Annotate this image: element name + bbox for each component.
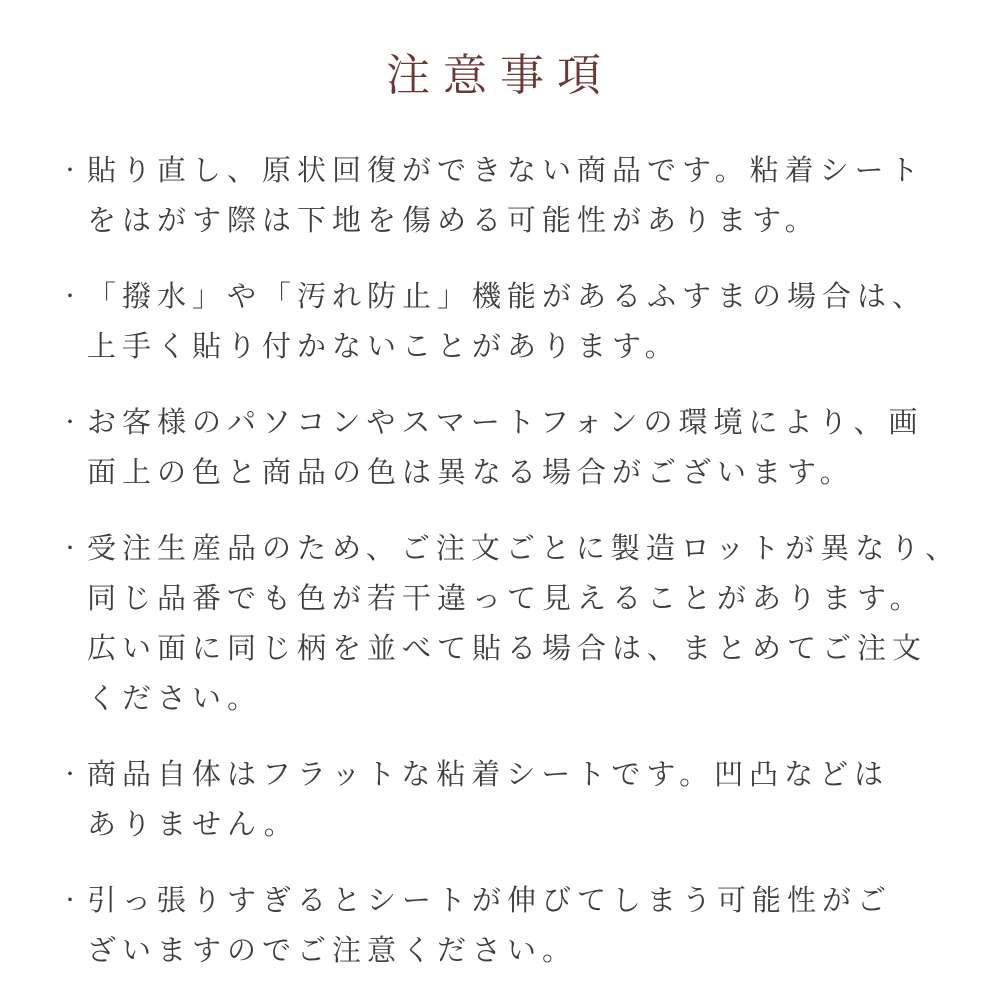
note-line: 貼り直し、原状回復ができない商品です。粘着シート bbox=[87, 155, 925, 187]
note-line: お客様のパソコンやスマートフォンの環境により、画 bbox=[87, 407, 924, 439]
note-line: ありません。 bbox=[87, 809, 299, 841]
bullet-marker: ・ bbox=[60, 160, 80, 182]
note-line: 上手く貼り付かないことがあります。 bbox=[87, 331, 680, 363]
bullet-marker: ・ bbox=[60, 538, 80, 560]
note-text bbox=[87, 272, 927, 372]
note-line: 商品自体はフラットな粘着シートです。凹凸などは bbox=[87, 759, 890, 791]
note-line: 同じ品番でも色が若干違って見えることがあります。 bbox=[87, 583, 925, 615]
note-line: 引っ張りすぎるとシートが伸びてしまう可能性がご bbox=[87, 885, 893, 917]
note-line: ざいますのでご注意ください。 bbox=[87, 935, 578, 967]
list-item bbox=[60, 524, 964, 724]
list-item bbox=[60, 272, 964, 372]
list-item bbox=[60, 750, 964, 850]
bullet-marker: ・ bbox=[60, 890, 80, 912]
note-line: 受注生産品のため、ご注文ごとに製造ロットが異なり、 bbox=[87, 533, 961, 565]
note-line: 「撥水」や「汚れ防止」機能があるふすまの場合は、 bbox=[87, 281, 928, 313]
note-text bbox=[87, 146, 925, 246]
notes-list bbox=[0, 146, 1000, 976]
note-text bbox=[87, 524, 960, 724]
list-item bbox=[60, 876, 964, 976]
note-line: ください。 bbox=[87, 683, 263, 715]
bullet-marker: ・ bbox=[60, 764, 80, 786]
note-line: をはがす際は下地を傷める可能性があります。 bbox=[87, 205, 820, 237]
note-text bbox=[87, 876, 892, 976]
note-line: 広い面に同じ柄を並べて貼る場合は、まとめてご注文 bbox=[87, 633, 928, 665]
list-item bbox=[60, 146, 964, 246]
note-text bbox=[87, 750, 889, 850]
note-line: 面上の色と商品の色は異なる場合がございます。 bbox=[87, 457, 855, 489]
bullet-marker: ・ bbox=[60, 286, 80, 308]
page-title: 注意事項 bbox=[386, 51, 614, 100]
bullet-marker: ・ bbox=[60, 412, 80, 434]
list-item bbox=[60, 398, 964, 498]
note-text bbox=[87, 398, 924, 498]
